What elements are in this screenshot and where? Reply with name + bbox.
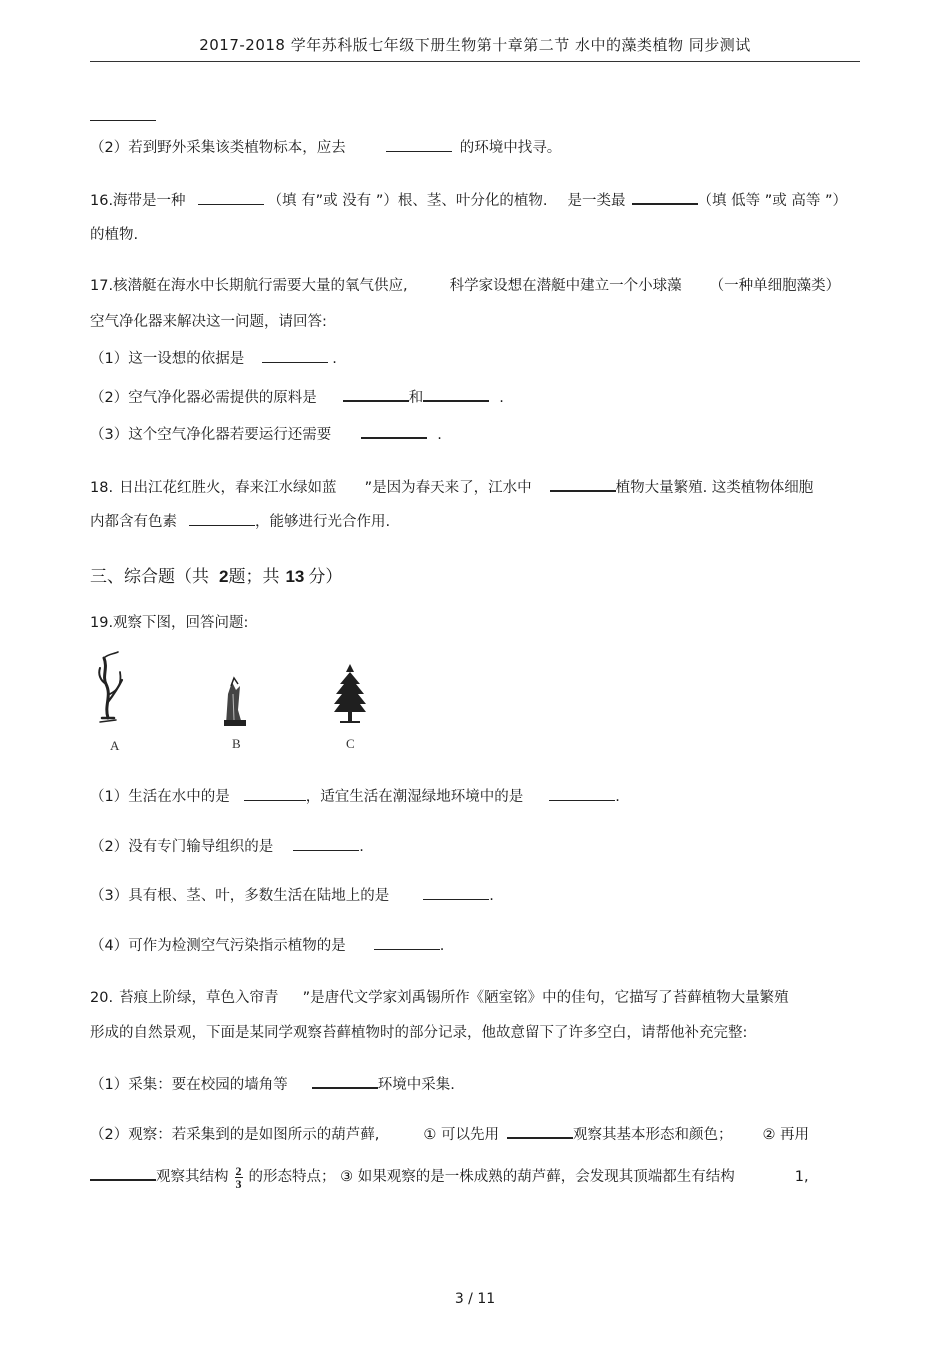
- section-suffix: 分）: [308, 567, 343, 587]
- q19-part1-b: ，适宜生活在潮湿绿地环境中的是: [305, 789, 524, 805]
- q16-text-a: 16.海带是一种: [90, 193, 186, 209]
- q17-line2: 空气净化器来解决这一问题，请回答:: [90, 314, 327, 330]
- answer-blank[interactable]: [244, 786, 306, 801]
- q20-part1-a: （1）采集：要在校园的墙角等: [90, 1077, 288, 1093]
- q19-part4-text: （4）可作为检测空气污染指示植物的是: [90, 938, 346, 954]
- q20-line2: 形成的自然景观，下面是某同学观察苔藓植物时的部分记录，他故意留下了许多空白，请帮他补充完整:: [90, 1025, 748, 1041]
- q18-line2-a: 内都含有色素: [90, 514, 177, 530]
- q20-line1: [90, 988, 789, 1008]
- structure-fraction-label: [235, 1165, 243, 1190]
- q16-line2: 的植物.: [90, 227, 139, 243]
- page-header: 2017-2018 学年苏科版七年级下册生物第十章第二节 水中的藻类植物 同步测试: [199, 36, 751, 54]
- answer-blank[interactable]: [361, 423, 427, 439]
- q17-part2-mid: 和: [408, 390, 424, 406]
- q16-line1: [90, 189, 847, 211]
- answer-blank[interactable]: [374, 935, 440, 950]
- header-divider: [90, 61, 860, 62]
- fraction-numerator: 2: [235, 1163, 242, 1178]
- plant-c-tree-icon: [334, 664, 366, 722]
- q17-text-c: （一种单细胞藻类）: [709, 278, 841, 294]
- answer-blank[interactable]: [423, 885, 489, 900]
- section-title: [90, 562, 342, 587]
- answer-blank[interactable]: [507, 1123, 573, 1139]
- q17-text-b: 科学家设想在潜艇中建立一个小球藻: [449, 278, 682, 294]
- answer-blank[interactable]: [90, 1165, 156, 1181]
- figure-label-b: B: [232, 736, 241, 751]
- q17-text-a: 17.核潜艇在海水中长期航行需要大量的氧气供应,: [90, 278, 408, 294]
- q20-part2-cont: [90, 1160, 809, 1194]
- q20-part2-a: （2）观察：若采集到的是如图所示的葫芦藓,: [90, 1127, 380, 1143]
- plant-figure: [88, 650, 378, 760]
- total-score: 13: [285, 567, 305, 586]
- q19-part3-end: .: [489, 888, 494, 904]
- q18-line1: [90, 476, 813, 498]
- q20-text-c: ”是唐代文学家刘禹锡所作《陋室铭》中的佳句，它描写了苔藓植物大量繁殖: [302, 990, 789, 1006]
- q20-part1: [90, 1073, 455, 1095]
- q20-poem: 苔痕上阶绿，草色入帘青: [119, 990, 279, 1006]
- answer-blank[interactable]: [549, 786, 615, 801]
- q18-poem: 日出江花红胜火，春来江水绿如蓝: [119, 480, 337, 496]
- q19-part3: [90, 885, 494, 906]
- section-mid: 题；共: [228, 567, 280, 587]
- q19-part3-text: （3）具有根、茎、叶，多数生活在陆地上的是: [90, 888, 390, 904]
- q15-leftover-blank: [90, 106, 156, 127]
- q16-text-d: （填 低等 ”或 高等 ”）: [697, 193, 847, 209]
- q17-line1: [90, 276, 840, 296]
- q17-part3-end: .: [437, 427, 442, 443]
- q19-part2: [90, 836, 364, 857]
- figure-label-c: C: [346, 736, 355, 751]
- q15-part2-text-b: 的环境中找寻。: [459, 140, 562, 156]
- q17-part3: [90, 423, 442, 445]
- q18-text-d: 植物大量繁殖. 这类植物体细胞: [615, 480, 814, 496]
- page-number: 3 / 11: [454, 1291, 496, 1307]
- question-count: 2: [219, 567, 229, 586]
- q18-text-c: ”是因为春天来了，江水中: [364, 480, 532, 496]
- q20-part2: [90, 1123, 809, 1145]
- q17-part2-text: （2）空气净化器必需提供的原料是: [90, 390, 317, 406]
- q19-part1-a: （1）生活在水中的是: [90, 789, 230, 805]
- answer-blank[interactable]: [293, 836, 359, 851]
- answer-blank[interactable]: [343, 386, 409, 402]
- plant-a-seaweed-icon: [99, 652, 122, 722]
- q18-line2-b: ，能够进行光合作用.: [255, 514, 391, 530]
- answer-blank[interactable]: [189, 511, 255, 526]
- answer-blank[interactable]: [423, 386, 489, 402]
- q17-part2: [90, 386, 504, 408]
- q20-part2-e: 观察其结构: [156, 1169, 229, 1185]
- q20-number: 20.: [90, 990, 114, 1006]
- answer-blank[interactable]: [550, 476, 616, 492]
- q20-part2-c: 观察其基本形态和颜色；: [572, 1127, 733, 1143]
- q16-text-c: 是一类最: [567, 193, 626, 209]
- q18-line2: [90, 511, 390, 532]
- q19-part1-end: .: [615, 789, 620, 805]
- q17-part2-end: .: [499, 390, 504, 406]
- answer-blank[interactable]: [386, 137, 452, 152]
- q20-part1-b: 环境中采集.: [377, 1077, 455, 1093]
- fraction-denominator: 3: [235, 1176, 242, 1191]
- q20-part2-d: ② 再用: [762, 1127, 810, 1143]
- q19-part1: [90, 786, 620, 807]
- q16-text-b: （填 有”或 没有 ”）根、茎、叶分化的植物.: [267, 193, 548, 209]
- q19-part2-end: .: [359, 839, 364, 855]
- section-prefix: 三、综合题（共: [90, 567, 209, 587]
- figure-label-a: A: [110, 738, 120, 753]
- q19-part4: [90, 935, 444, 956]
- answer-blank[interactable]: [198, 190, 264, 205]
- q19-stem: 19.观察下图，回答问题:: [90, 615, 249, 631]
- q17-part1-text: （1）这一设想的依据是: [90, 351, 245, 367]
- answer-blank[interactable]: [312, 1073, 378, 1089]
- q19-part4-end: .: [439, 938, 445, 954]
- q17-part1-end: .: [332, 351, 337, 367]
- q20-part2-f: 的形态特点； ③ 如果观察的是一株成熟的葫芦藓，会发现其顶端都生有结构: [248, 1169, 735, 1185]
- q20-part2-b: ① 可以先用: [423, 1127, 499, 1143]
- q18-number: 18.: [90, 480, 114, 496]
- q15-part2: [90, 137, 561, 158]
- q20-part2-g: 1,: [794, 1169, 809, 1185]
- answer-blank[interactable]: [632, 189, 698, 205]
- q17-part1: [90, 348, 337, 369]
- answer-blank[interactable]: [262, 348, 328, 363]
- plant-b-moss-icon: [224, 678, 246, 726]
- q15-part2-text-a: （2）若到野外采集该类植物标本，应去: [90, 140, 346, 156]
- q19-part2-text: （2）没有专门输导组织的是: [90, 839, 274, 855]
- answer-blank[interactable]: [90, 106, 156, 121]
- q17-part3-text: （3）这个空气净化器若要运行还需要: [90, 427, 332, 443]
